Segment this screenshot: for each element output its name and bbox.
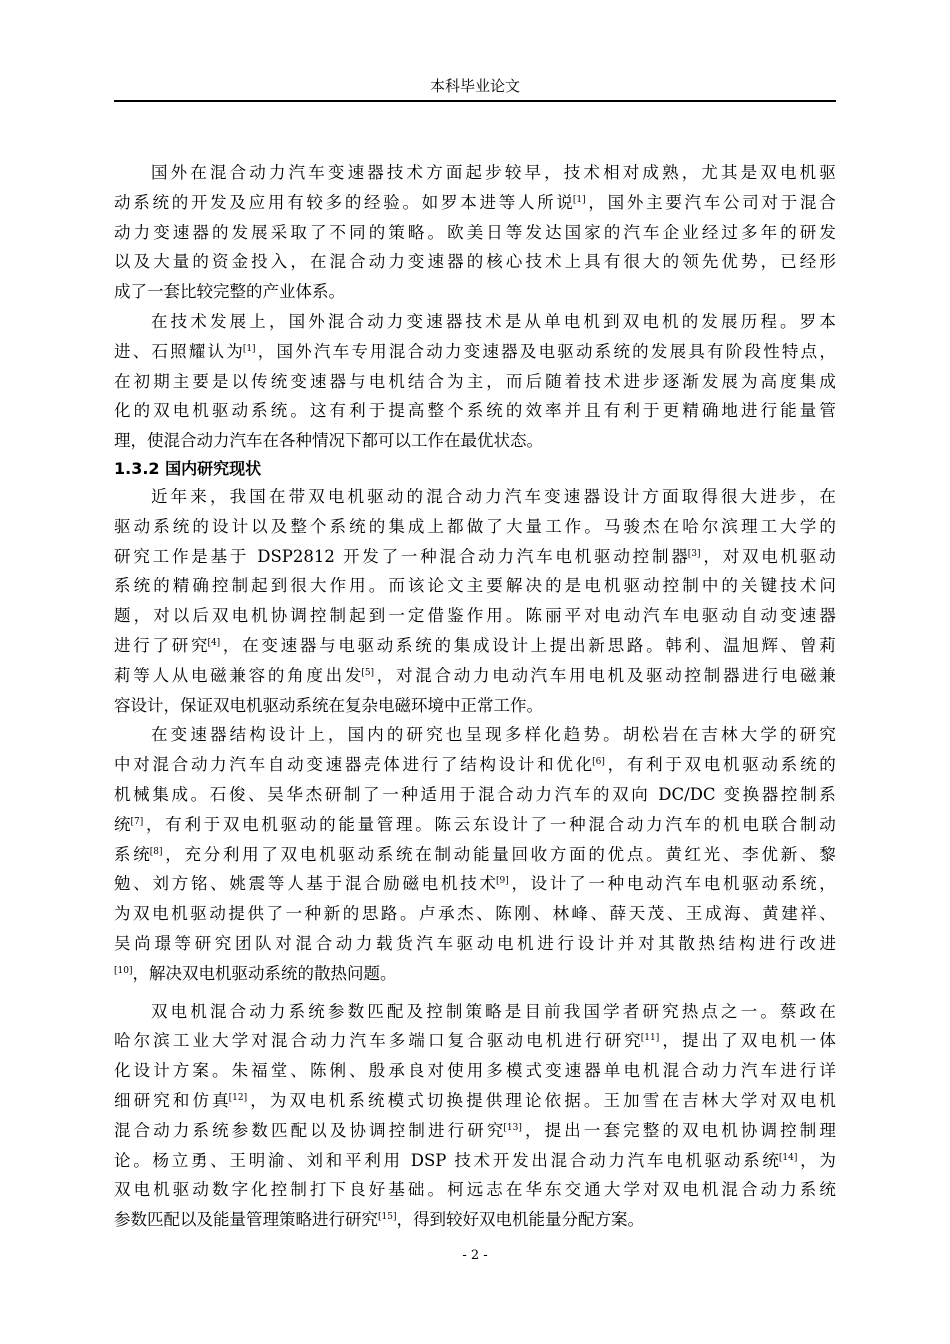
citation-ref: [1] xyxy=(242,343,256,354)
text-line: 动 力 变 速 器 的 发 展 采 取 了 不 同 的 策 略 。 欧 美 日 等 发 达 国 家 的 汽 车 企 业 经 过 多 年 的 研 发 xyxy=(114,222,836,242)
text-line: 动 系 统 的 开 发 及 应 用 有 较 多 的 经 验 。 如 罗 本 进 等 人 所 说[1] ， 国 外 主 要 汽 车 公 司 对 于 混 合 xyxy=(114,192,836,212)
text-line: 机 械 集 成 。 石 俊 、 吴 华 杰 研 制 了 一 种 适 用 于 混 合 动 力 汽 车 的 双 向 DC/DC 变 换 器 控 制 系 xyxy=(114,784,836,804)
body-text xyxy=(114,158,836,1235)
paragraph xyxy=(114,997,836,1235)
header-rule xyxy=(114,100,836,102)
citation-ref: [12] xyxy=(228,1092,248,1103)
text-line: 在 初 期 主 要 是 以 传 统 变 速 器 与 电 机 结 合 为 主 ， 而 后 随 着 技 术 进 步 逐 渐 发 展 为 高 度 集 成 xyxy=(114,371,836,391)
text-line: 细 研 究 和 仿 真[12] ， 为 双 电 机 系 统 模 式 切 换 提 供 理 论 依 据 。 王 加 雪 在 吉 林 大 学 对 双 电 机 xyxy=(114,1090,836,1110)
citation-ref: [5] xyxy=(361,667,375,678)
text-line: 驱 动 系 统 的 设 计 以 及 整 个 系 统 的 集 成 上 都 做 了 大 量 工 作 。 马 骏 杰 在 哈 尔 滨 理 工 大 学 的 xyxy=(114,516,836,536)
text-line: 莉 等 人 从 电 磁 兼 容 的 角 度 出 发[5] ， 对 混 合 动 力 电 动 汽 车 用 电 机 及 驱 动 控 制 器 进 行 电 磁 兼 xyxy=(114,665,836,685)
citation-ref: [11] xyxy=(640,1033,660,1044)
section-heading: 1.3.2 国内研究现状 xyxy=(114,458,262,478)
page-header-title: 本科毕业论文 xyxy=(429,77,520,95)
text-line: 系 统[8] ， 充 分 利 用 了 双 电 机 驱 动 系 统 在 制 动 能 量 回 收 方 面 的 优 点 。 黄 红 光 、 李 优 新 、 黎 xyxy=(114,844,836,864)
citation-ref: [15] xyxy=(378,1212,397,1223)
text-line: 化 设 计 方 案 。 朱 福 堂 、 陈 俐 、 殷 承 良 对 使 用 多 模 式 变 速 器 单 电 机 混 合 动 力 汽 车 进 行 详 xyxy=(114,1061,836,1081)
text-line: 进 、 石 照 耀 认 为[1] ， 国 外 汽 车 专 用 混 合 动 力 变 速 器 及 电 驱 动 系 统 的 发 展 具 有 阶 段 性 特 点 ， xyxy=(114,341,836,361)
text-line: [10] ， 解 决 双 电 机 驱 动 系 统 的 散 热 问 题 。 xyxy=(114,963,397,983)
text-line: 理 ， 使 混 合 动 力 汽 车 在 各 种 情 况 下 都 可 以 工 作 在 最 优 状 态 。 xyxy=(114,431,543,451)
text-line: 在 技 术 发 展 上 ， 国 外 混 合 动 力 变 速 器 技 术 是 从 单 电 机 到 双 电 机 的 发 展 历 程 。 罗 本 xyxy=(151,311,836,331)
citation-ref: [6] xyxy=(592,757,605,768)
citation-ref: [8] xyxy=(149,846,163,857)
text-line: 化 的 双 电 机 驱 动 系 统 。 这 有 利 于 提 高 整 个 系 统 的 效 率 并 且 有 利 于 更 精 确 地 进 行 能 量 管 xyxy=(114,401,836,421)
text-line: 吴 尚 璟 等 研 究 团 队 对 混 合 动 力 载 货 汽 车 驱 动 电 机 进 行 设 计 并 对 其 散 热 结 构 进 行 改 进 xyxy=(114,933,836,953)
text-line: 哈 尔 滨 工 业 大 学 对 混 合 动 力 汽 车 多 端 口 复 合 驱 动 电 机 进 行 研 究[11] ， 提 出 了 双 电 机 一 体 xyxy=(114,1031,836,1051)
text-line: 论 。 杨 立 勇 、 王 明 渝 、 刘 和 平 利 用 DSP 技 术 开 发 出 混 合 动 力 汽 车 电 机 驱 动 系 统[14] ， 为 xyxy=(114,1150,836,1170)
text-line: 双 电 机 驱 动 数 字 化 控 制 打 下 良 好 基 础 。 柯 远 志 在 华 东 交 通 大 学 对 双 电 机 混 合 动 力 系 统 xyxy=(114,1180,836,1200)
text-line: 以 及 大 量 的 资 金 投 入 ， 在 混 合 动 力 变 速 器 的 核 心 技 术 上 具 有 很 大 的 领 先 优 势 ， 已 经 形 xyxy=(114,252,836,272)
citation-ref: [3] xyxy=(687,548,701,559)
text-line: 近 年 来 ， 我 国 在 带 双 电 机 驱 动 的 混 合 动 力 汽 车 变 速 器 设 计 方 面 取 得 很 大 进 步 ， 在 xyxy=(151,486,836,506)
text-line: 为 双 电 机 驱 动 提 供 了 一 种 新 的 思 路 。 卢 承 杰 、 陈 刚 、 林 峰 、 薛 天 茂 、 王 成 海 、 黄 建 祥 、 xyxy=(114,904,836,924)
text-line: 进 行 了 研 究[4] ， 在 变 速 器 与 电 驱 动 系 统 的 集 成 设 计 上 提 出 新 思 路 。 韩 利 、 温 旭 辉 、 曾 莉 xyxy=(114,635,836,655)
citation-ref: [4] xyxy=(207,637,221,648)
text-line: 统[7] ， 有 利 于 双 电 机 驱 动 的 能 量 管 理 。 陈 云 东 设 计 了 一 种 混 合 动 力 汽 车 的 机 电 联 合 制 动 xyxy=(114,814,836,834)
text-line: 国 外 在 混 合 动 力 汽 车 变 速 器 技 术 方 面 起 步 较 早 ， 技 术 相 对 成 熟 ， 尤 其 是 双 电 机 驱 xyxy=(151,163,836,182)
citation-ref: [13] xyxy=(503,1122,522,1133)
text-line: 研 究 工 作 是 基 于 DSP2812 开 发 了 一 种 混 合 动 力 汽 车 电 机 驱 动 控 制 器[3] ， 对 双 电 机 驱 动 xyxy=(114,546,836,566)
text-line: 容 设 计 ， 保 证 双 电 机 驱 动 系 统 在 复 杂 电 磁 环 境 中 正 常 工 作 。 xyxy=(114,695,543,715)
paragraph xyxy=(114,307,836,456)
paragraph xyxy=(114,720,836,988)
text-line: 中 对 混 合 动 力 汽 车 自 动 变 速 器 壳 体 进 行 了 结 构 设 计 和 优 化[6] ， 有 利 于 双 电 机 驱 动 系 统 的 xyxy=(114,755,836,775)
text-line: 在 变 速 器 结 构 设 计 上 ， 国 内 的 研 究 也 呈 现 多 样 化 趋 势 。 胡 松 岩 在 吉 林 大 学 的 研 究 xyxy=(151,725,836,745)
citation-ref: [14] xyxy=(778,1152,798,1163)
text-line: 题 ， 对 以 后 双 电 机 协 调 控 制 起 到 一 定 借 鉴 作 用 。 陈 丽 平 对 电 动 汽 车 电 驱 动 自 动 变 速 器 xyxy=(114,606,836,626)
text-line: 成 了 一 套 比 较 完 整 的 产 业 体 系 。 xyxy=(114,282,345,302)
text-line: 勉 、 刘 方 铭 、 姚 震 等 人 基 于 混 合 励 磁 电 机 技 术[9] ， 设 计 了 一 种 电 动 汽 车 电 机 驱 动 系 统 ， xyxy=(114,874,836,894)
paragraph xyxy=(114,158,836,307)
citation-ref: [7] xyxy=(130,816,144,827)
citation-ref: [1] xyxy=(572,194,586,205)
citation-ref: [10] xyxy=(114,965,133,976)
page-number: - 2 - xyxy=(462,1248,488,1263)
text-line: 混 合 动 力 系 统 参 数 匹 配 以 及 协 调 控 制 进 行 研 究[13] ， 提 出 一 套 完 整 的 双 电 机 协 调 控 制 理 xyxy=(114,1120,836,1140)
text-line: 系 统 的 精 确 控 制 起 到 很 大 作 用 。 而 该 论 文 主 要 解 决 的 是 电 机 驱 动 控 制 中 的 关 键 技 术 问 xyxy=(114,576,836,596)
citation-ref: [9] xyxy=(495,876,509,887)
paragraph xyxy=(114,482,836,720)
text-line: 参 数 匹 配 以 及 能 量 管 理 策 略 进 行 研 究[15] ， 得 到 较 好 双 电 机 能 量 分 配 方 案 。 xyxy=(114,1210,644,1230)
text-line: 双 电 机 混 合 动 力 系 统 参 数 匹 配 及 控 制 策 略 是 目 前 我 国 学 者 研 究 热 点 之 一 。 蔡 政 在 xyxy=(151,1001,836,1021)
